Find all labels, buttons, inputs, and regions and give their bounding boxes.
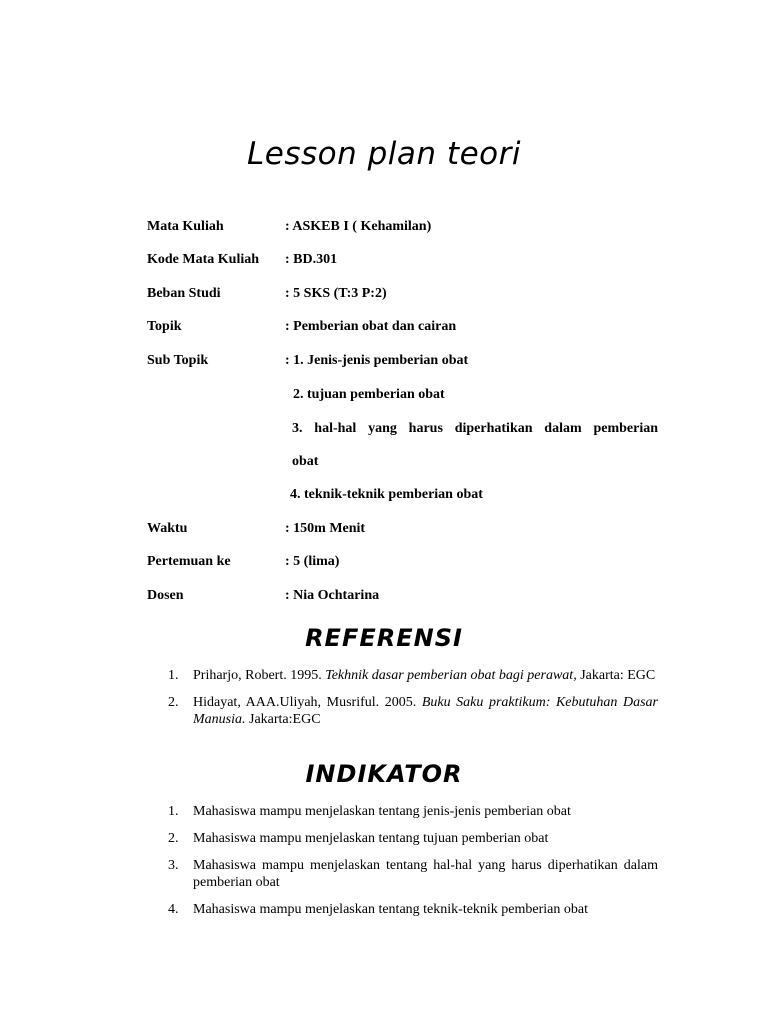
list-number: 4. bbox=[168, 902, 179, 917]
info-row-waktu bbox=[147, 518, 667, 540]
info-value: : Nia Ochtarina bbox=[285, 588, 380, 603]
ref-publisher: Jakarta: EGC bbox=[576, 668, 656, 683]
info-label: Mata Kuliah bbox=[147, 219, 224, 234]
info-row-mata-kuliah bbox=[147, 216, 667, 238]
info-label: Dosen bbox=[147, 588, 184, 603]
info-row-topik bbox=[147, 316, 667, 338]
list-text: Mahasiswa mampu menjelaskan tentang tujuan pemberian obat bbox=[193, 831, 549, 846]
list-number: 2. bbox=[168, 831, 179, 846]
info-label: Kode Mata Kuliah bbox=[147, 252, 260, 267]
page-title: Lesson plan teori bbox=[247, 136, 521, 172]
list-item bbox=[147, 830, 658, 847]
list-number: 2. bbox=[168, 695, 179, 710]
list-item bbox=[147, 857, 658, 891]
info-value: : 5 SKS (T:3 P:2) bbox=[285, 286, 387, 301]
info-value: : BD.301 bbox=[285, 252, 338, 267]
ref-author: Priharjo, Robert. 1995. bbox=[193, 668, 326, 683]
info-value: : Pemberian obat dan cairan bbox=[285, 319, 457, 334]
indikator-list bbox=[147, 803, 658, 928]
list-item bbox=[147, 803, 658, 820]
list-number: 1. bbox=[168, 668, 179, 683]
sub-topic-item: 3. hal-hal yang harus diperhatikan dalam pemberian bbox=[292, 421, 658, 436]
list-text: Mahasiswa mampu menjelaskan tentang teknik-teknik pemberian obat bbox=[193, 902, 588, 917]
list-text: Mahasiswa mampu menjelaskan tentang jenis-jenis pemberian obat bbox=[193, 804, 571, 819]
ref-title: Tekhnik dasar pemberian obat bagi perawat, bbox=[325, 668, 577, 683]
info-label: Pertemuan ke bbox=[147, 554, 231, 569]
indikator-heading: INDIKATOR bbox=[305, 760, 463, 788]
sub-topic-item: 2. tujuan pemberian obat bbox=[293, 387, 445, 402]
info-row-sub-topik bbox=[147, 350, 667, 372]
ref-author: Hidayat, AAA.Uliyah, Musriful. 2005. bbox=[193, 695, 422, 710]
info-label: Beban Studi bbox=[147, 286, 221, 301]
sub-topic-item: 4. teknik-teknik pemberian obat bbox=[290, 487, 483, 502]
list-item bbox=[147, 901, 658, 918]
info-row-dosen bbox=[147, 585, 667, 607]
referensi-heading: REFERENSI bbox=[305, 624, 463, 652]
info-row-pertemuan bbox=[147, 551, 667, 573]
info-value: : 1. Jenis-jenis pemberian obat bbox=[285, 353, 469, 368]
info-row-kode-mata-kuliah bbox=[147, 249, 667, 271]
list-item bbox=[147, 694, 658, 728]
referensi-list bbox=[147, 667, 658, 738]
list-item bbox=[147, 667, 658, 684]
info-label: Waktu bbox=[147, 521, 188, 536]
info-label: Topik bbox=[147, 319, 182, 334]
info-row-beban-studi bbox=[147, 283, 667, 305]
list-number: 3. bbox=[168, 858, 179, 873]
ref-title: Buku Saku praktikum: Kebutuhan Dasar Manusia. bbox=[193, 695, 658, 727]
list-number: 1. bbox=[168, 804, 179, 819]
info-value: : ASKEB I ( Kehamilan) bbox=[285, 219, 432, 234]
info-label: Sub Topik bbox=[147, 353, 209, 368]
ref-publisher: Jakarta:EGC bbox=[245, 712, 321, 727]
info-value: : 150m Menit bbox=[285, 521, 366, 536]
sub-topic-item: obat bbox=[292, 454, 319, 469]
info-value: : 5 (lima) bbox=[285, 554, 340, 569]
list-text: Mahasiswa mampu menjelaskan tentang hal-hal yang harus diperhatikan dalam pemberian obat bbox=[193, 858, 658, 890]
